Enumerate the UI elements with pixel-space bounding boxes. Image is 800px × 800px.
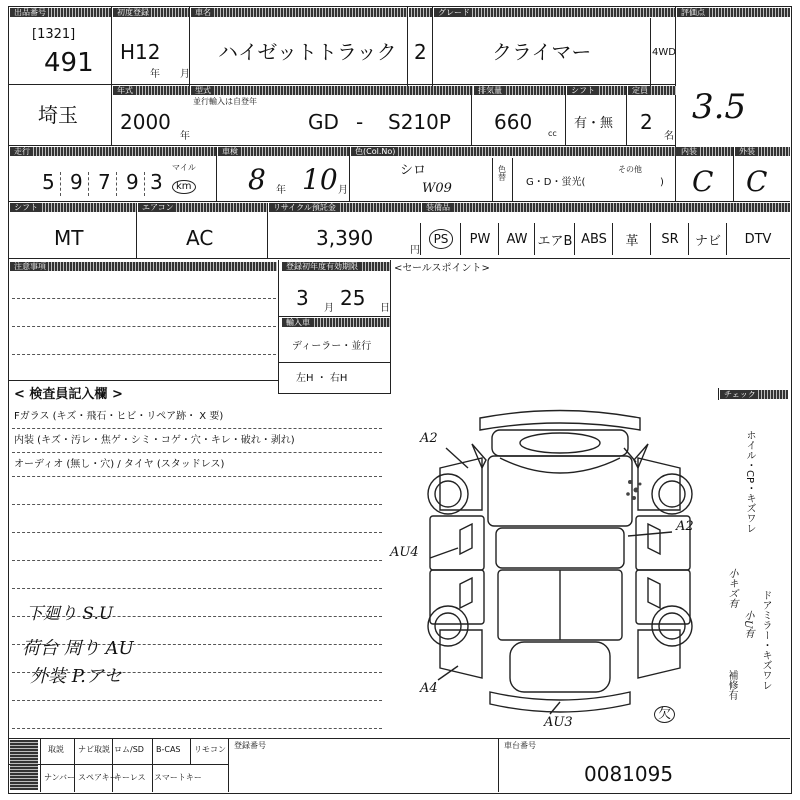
- mileage-digit-4: 9: [126, 170, 139, 194]
- steering-side: 左H ・ 右H: [296, 373, 348, 384]
- interior-rating: C: [692, 165, 714, 198]
- header-score: 評価点: [677, 8, 790, 17]
- header-check: チェック: [720, 390, 788, 399]
- expiry-month: 3: [296, 286, 309, 310]
- equip-pw: PW: [460, 223, 499, 255]
- footer-rom-sd: ロム/SD: [114, 745, 144, 754]
- header-recycle: リサイクル預託金: [269, 203, 421, 212]
- inspector-title: < 検査員記入欄 >: [14, 387, 123, 402]
- side-note-mirror: ドアミラー・キズワレ: [760, 590, 771, 690]
- mileage-digit-1: 5: [42, 170, 55, 194]
- equip-leather: 革: [612, 223, 651, 255]
- header-shift: シフト: [567, 86, 627, 95]
- model-prefix: GD: [308, 110, 339, 134]
- model-dash: -: [356, 110, 364, 134]
- header-mileage: 走行: [10, 147, 217, 156]
- header-exterior: 外装: [735, 147, 790, 156]
- doors: 2: [414, 40, 427, 64]
- footer-spare-key: スペアキー: [78, 773, 118, 782]
- mileage-digit-3: 7: [98, 170, 111, 194]
- color-code-hand: W09: [422, 181, 452, 196]
- paint-close-paren: ): [660, 177, 664, 188]
- color-name: シロ: [400, 163, 427, 178]
- exterior-rating: C: [746, 165, 768, 198]
- header-seats: 定員: [628, 86, 676, 95]
- equip-dtv: DTV: [726, 223, 789, 255]
- displacement-unit: 年: [180, 131, 190, 142]
- mileage-unit-mile: マイル: [172, 163, 196, 172]
- first-reg-year: H12: [120, 40, 161, 64]
- car-damage-diagram: [400, 398, 720, 738]
- lot-number: 491: [44, 48, 94, 78]
- model-code: S210P: [388, 110, 451, 134]
- month-unit: 月: [180, 69, 190, 80]
- region: 埼玉: [38, 103, 78, 127]
- header-import: 輸入車: [282, 318, 390, 327]
- equip-ps: PS: [420, 223, 461, 255]
- inspection-year-unit: 年: [276, 185, 286, 196]
- mileage-digit-5: 3: [150, 170, 163, 194]
- expiry-day: 25: [340, 286, 366, 310]
- header-first-reg: 初度登録: [113, 8, 190, 17]
- sales-point-label: <セールスポイント>: [394, 263, 490, 274]
- footer-stamp-block: [10, 740, 38, 790]
- header-notes: 注意事項: [10, 262, 277, 271]
- inspection-month-hand: 8: [248, 163, 266, 196]
- header-car-name: 車名: [191, 8, 408, 17]
- score: 3.5: [692, 87, 747, 127]
- equip-abs: ABS: [574, 223, 613, 255]
- seats-unit: 名: [664, 131, 674, 142]
- turbo-yes-no: 有・無: [574, 116, 614, 131]
- footer-number: ナンバー: [44, 773, 76, 782]
- handwritten-underbody: 下廻り S.U: [26, 604, 114, 624]
- side-note-small-scratch: 小キズ有: [726, 568, 737, 608]
- header-year: 年式: [113, 86, 190, 95]
- handwritten-exterior: 外装 P.アセ: [30, 666, 122, 687]
- import-note: 並行輸入は自登年: [193, 97, 257, 106]
- mark-au4: AU4: [390, 545, 419, 560]
- interior-note: 内装 (キズ・汚レ・焦ゲ・シミ・コゲ・穴・キレ・破れ・剥れ): [14, 435, 295, 446]
- equip-sunroof: SR: [650, 223, 689, 255]
- header-equipment: 装備品: [422, 203, 790, 212]
- equip-navi: ナビ: [688, 223, 727, 255]
- displacement-year: 2000: [120, 110, 171, 134]
- dealer-parallel: ディーラー・並行: [292, 341, 372, 352]
- header-transmission: シフト: [10, 203, 137, 212]
- recycle-amount: 3,390: [316, 226, 374, 250]
- side-note-wheel: ホイル・CP・キズワレ: [744, 430, 755, 534]
- transmission: MT: [54, 226, 84, 250]
- mark-a4: A4: [420, 681, 438, 696]
- header-interior: 内装: [677, 147, 734, 156]
- footer-remote: リモコン: [194, 745, 226, 754]
- footer-navi-manual: ナビ取説: [78, 745, 110, 754]
- engine-cc: 660: [494, 110, 533, 134]
- header-model: 型式: [191, 86, 473, 95]
- header-color: 色(Col.No): [351, 147, 677, 156]
- header-lot: 出品番号: [10, 8, 112, 17]
- footer-reg-label: 登録番号: [234, 741, 266, 750]
- header-cc: 排気量: [474, 86, 566, 95]
- mark-missing: 欠: [654, 706, 675, 723]
- chassis-number: 0081095: [584, 762, 674, 786]
- mileage-unit-km: km: [172, 180, 196, 194]
- footer-smart-key: スマートキー: [154, 773, 202, 782]
- mark-a2-right: A2: [676, 519, 694, 534]
- mark-au3: AU3: [544, 715, 573, 730]
- seats: 2: [640, 110, 653, 134]
- footer-manual: 取説: [48, 745, 64, 754]
- front-glass-note: Fガラス (キズ・飛石・ヒビ・リペア跡・ X 要): [14, 411, 224, 422]
- aircon: AC: [186, 226, 214, 250]
- side-note-small-u: 小U有: [742, 610, 753, 639]
- recycle-unit: 円: [410, 245, 420, 256]
- mark-a2-left: A2: [420, 431, 438, 446]
- header-aircon: エアコン: [138, 203, 268, 212]
- drive-type: 4WD: [652, 47, 676, 58]
- header-doors: [409, 8, 433, 17]
- model-name: ハイゼットトラック: [218, 40, 397, 64]
- side-note-repair: 補修有: [726, 670, 737, 700]
- year-unit: 年: [150, 69, 160, 80]
- handwritten-bed: 荷台 周り AU: [22, 638, 134, 659]
- footer-keyless: キーレス: [114, 773, 146, 782]
- area-code: [1321]: [32, 27, 76, 42]
- equip-airbag: エアB: [534, 223, 575, 255]
- header-grade: グレード: [434, 8, 676, 17]
- equip-aw: AW: [498, 223, 535, 255]
- header-expiry: 登録初年度有効期限: [282, 262, 390, 271]
- mileage-digit-2: 9: [70, 170, 83, 194]
- paint-other-label: その他: [618, 165, 642, 174]
- grade: クライマー: [492, 40, 592, 64]
- footer-chassis-label: 車台番号: [504, 741, 536, 750]
- audio-tire-note: オーディオ (無し・穴) / タイヤ (スタッドレス): [14, 459, 225, 470]
- footer-bcas: B-CAS: [156, 745, 181, 754]
- expiry-month-unit: 月: [324, 303, 334, 314]
- paint-options: G・D・蛍光(: [526, 177, 586, 188]
- inspection-day-unit: 月: [338, 185, 348, 196]
- header-inspection: 車検: [218, 147, 350, 156]
- cc-unit: cc: [548, 129, 557, 138]
- expiry-day-unit: 日: [380, 303, 390, 314]
- color-change-label: 色替: [498, 165, 506, 182]
- inspection-day-hand: 10: [302, 163, 338, 196]
